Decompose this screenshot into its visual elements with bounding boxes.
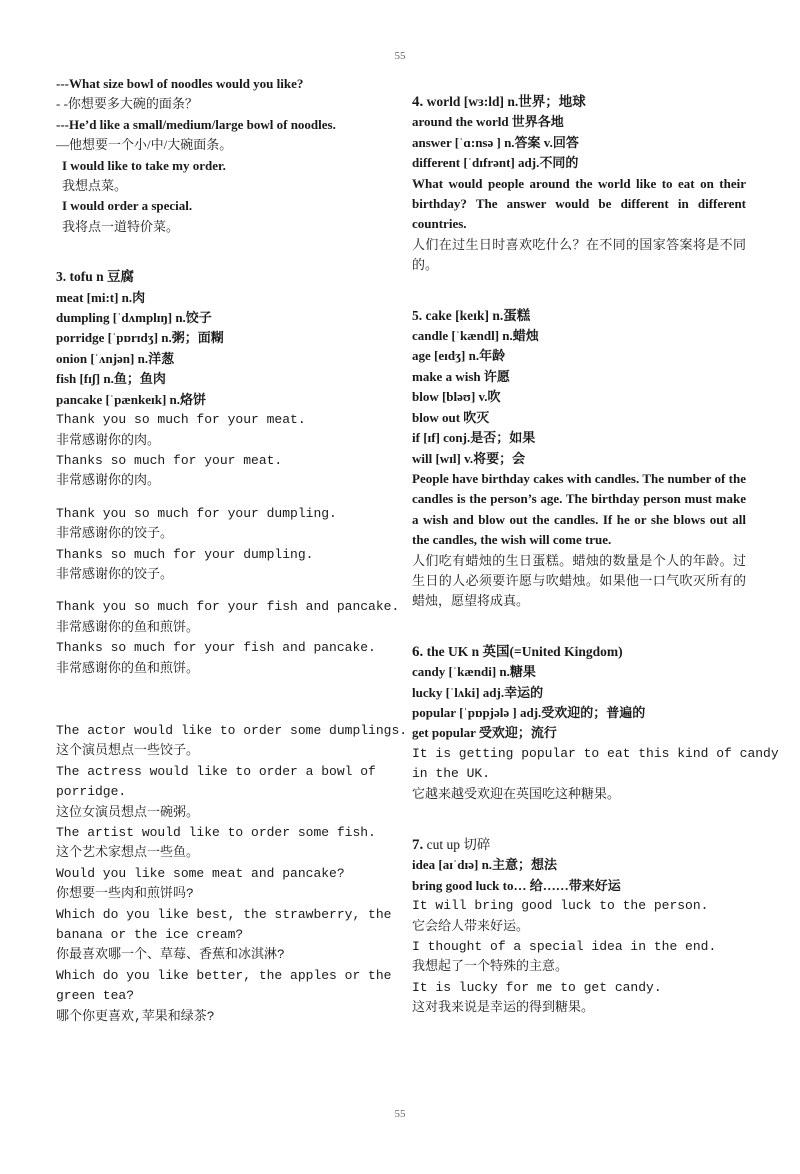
text-line: Thanks so much for your meat. [56,452,283,468]
text-line: 它会给人带来好运。 [412,918,530,934]
section-4-number: 4. [412,94,424,110]
section-6-title: the UK n 英国(=United Kingdom) [426,643,623,659]
text-line: I would order a special. [62,198,193,214]
text-line: Thanks so much for your fish and pancake. [56,640,376,656]
order-sentences [56,721,408,1027]
text-line: 我将点一道特价菜。 [62,218,180,234]
section-7-sentences [412,896,746,1018]
text-line: blow out 吹灭 [412,409,490,425]
text-line: I would like to take my order. [62,157,226,173]
vocab-heading-tofu: 3. tofu n 豆腐 [56,269,135,285]
text-line: 非常感谢你的肉。 [56,473,161,489]
section-6-number: 6. [412,643,424,660]
text-line: porridge. [56,784,127,800]
text-line: meat [mi:t] n.肉 [56,289,146,305]
text-line: idea [aɪˈdɪə] n.主意；想法 [412,857,558,873]
section-4-words [412,112,746,173]
text-line: make a wish 许愿 [412,368,510,384]
thanks-block-meat [56,410,390,492]
text-line: green tea? [56,988,135,1004]
text-line: age [eɪdʒ] n.年龄 [412,348,506,364]
text-line: 哪个你更喜欢,苹果和绿茶? [56,1008,215,1024]
right-column [412,92,779,1019]
text-line: candle [ˈkændl] n.蜡烛 [412,328,539,344]
text-line: I thought of a special idea in the end. [412,939,717,955]
text-line: around the world 世界各地 [412,114,564,130]
text-line: The actress would like to order a bowl of [56,763,376,779]
text-line: 它越来越受欢迎在英国吃这种糖果。 [412,786,621,802]
text-line: - -你想要多大碗的面条？ [56,96,198,112]
text-line: Which do you like best, the strawberry, the [56,906,392,922]
text-line: —他想要一个小/中/大碗面条。 [56,137,233,153]
text-line: Thank you so much for your fish and pancake. [56,599,400,615]
text-line: ---He’d like a small/medium/large bowl of noodles. [56,116,336,132]
text-line: bring good luck to… 给……带来好运 [412,877,621,893]
section-5-words [412,326,746,469]
text-line: Thank you so much for your meat. [56,412,306,428]
text-line: onion [ˈʌnjən] n.洋葱 [56,350,175,366]
left-column [56,74,408,1027]
text-line: 这位女演员想点一碗粥。 [56,804,200,820]
text-line: The artist would like to order some fish. [56,825,376,840]
text-line: 非常感谢你的饺子。 [56,526,174,542]
section-6-sentences [412,744,779,805]
text-line: Would you like some meat and pancake? [56,865,345,881]
page-number-bottom: 55 [394,1108,406,1120]
text-line: lucky [ˈlʌki] adj.幸运的 [412,684,544,700]
text-line: if [ɪf] conj.是否；如果 [412,430,536,446]
dialogue-block [56,74,390,237]
text-line: 这个艺术家想点一些鱼。 [56,845,200,861]
section-5-paragraph-en: People have birthday cakes with candles. The number of the candles is the person’s age. The birthday person must make a wish and blow out the candles. If he or she blows out all the candles, the wish will come true. [412,470,746,548]
section-5-heading: 5. cake [keɪk] n.蛋糕 [412,307,531,323]
text-line: answer [ˈɑ:nsə ] n.答案 v.回答 [412,134,579,150]
section-7-title: cut up 切碎 [426,837,491,852]
section-4-title: world [wɜ:ld] n.世界；地球 [426,94,586,109]
text-line: get popular 受欢迎；流行 [412,725,557,741]
section-6-words [412,662,746,744]
text-line: different [ˈdɪfrənt] adj.不同的 [412,155,579,171]
text-line: It will bring good luck to the person. [412,898,709,914]
text-line: 非常感谢你的肉。 [56,432,161,448]
vocab-list-food [56,288,390,410]
text-line: 这个演员想点一些饺子。 [56,743,200,759]
text-line: 非常感谢你的鱼和煎饼。 [56,619,200,635]
text-line: blow [bləʊ] v.吹 [412,389,501,405]
text-line: 你想要一些肉和煎饼吗? [56,886,194,902]
section-4-paragraph-en: What would people around the world like to eat on their birthday? The answer would be different in different countries. [412,175,746,232]
text-line: dumpling [ˈdʌmplɪŋ] n.饺子 [56,310,212,326]
thanks-block-fish [56,597,400,679]
text-line: Thank you so much for your dumpling. [56,505,337,521]
text-line: banana or the ice cream? [56,927,244,943]
section-7-words [412,855,746,896]
text-line: 你最喜欢哪一个、草莓、香蕉和冰淇淋? [56,947,285,963]
text-line: Which do you like better, the apples or the [56,967,392,983]
text-line: fish [fɪʃ] n.鱼；鱼肉 [56,371,166,387]
text-line: 非常感谢你的鱼和煎饼。 [56,660,200,676]
text-line: popular [ˈpɒpjələ ] adj.受欢迎的；普遍的 [412,704,646,720]
text-line: It is getting popular to eat this kind of candy [412,745,779,761]
section-5-paragraph-zh: 人们吃有蜡烛的生日蛋糕。蜡烛的数量是个人的年龄。过生日的人必须要许愿与吹蜡烛。如果他一口气吹灭所有的蜡烛，愿望将成真。 [412,552,746,609]
text-line: 这对我来说是幸运的得到糖果。 [412,1000,595,1016]
text-line: 我想起了一个特殊的主意。 [412,959,569,975]
text-line: The actor would like to order some dumplings. [56,722,408,738]
text-line: candy [ˈkændi] n.糖果 [412,664,536,680]
text-line: porridge [ˈpɒrɪdʒ] n.粥；面糊 [56,330,224,346]
text-line: will [wɪl] v.将要；会 [412,450,526,466]
text-line: Thanks so much for your dumpling. [56,546,314,562]
text-line: pancake [ˈpænkeɪk] n.烙饼 [56,391,207,407]
section-6-heading [412,642,746,662]
text-line: ---What size bowl of noodles would you like? [56,76,304,91]
section-7-number: 7. [412,837,424,853]
section-7-heading [412,835,746,855]
text-line: in the UK. [412,766,491,782]
thanks-block-dumpling [56,504,390,586]
text-line: 非常感谢你的饺子。 [56,566,174,582]
text-line: It is lucky for me to get candy. [412,979,662,995]
section-4-paragraph-zh: 人们在过生日时喜欢吃什么？在不同的国家答案将是不同的。 [412,236,746,273]
text-line: 我想点菜。 [62,178,128,194]
section-4-heading [412,92,746,112]
page-number-top: 55 [394,50,406,62]
